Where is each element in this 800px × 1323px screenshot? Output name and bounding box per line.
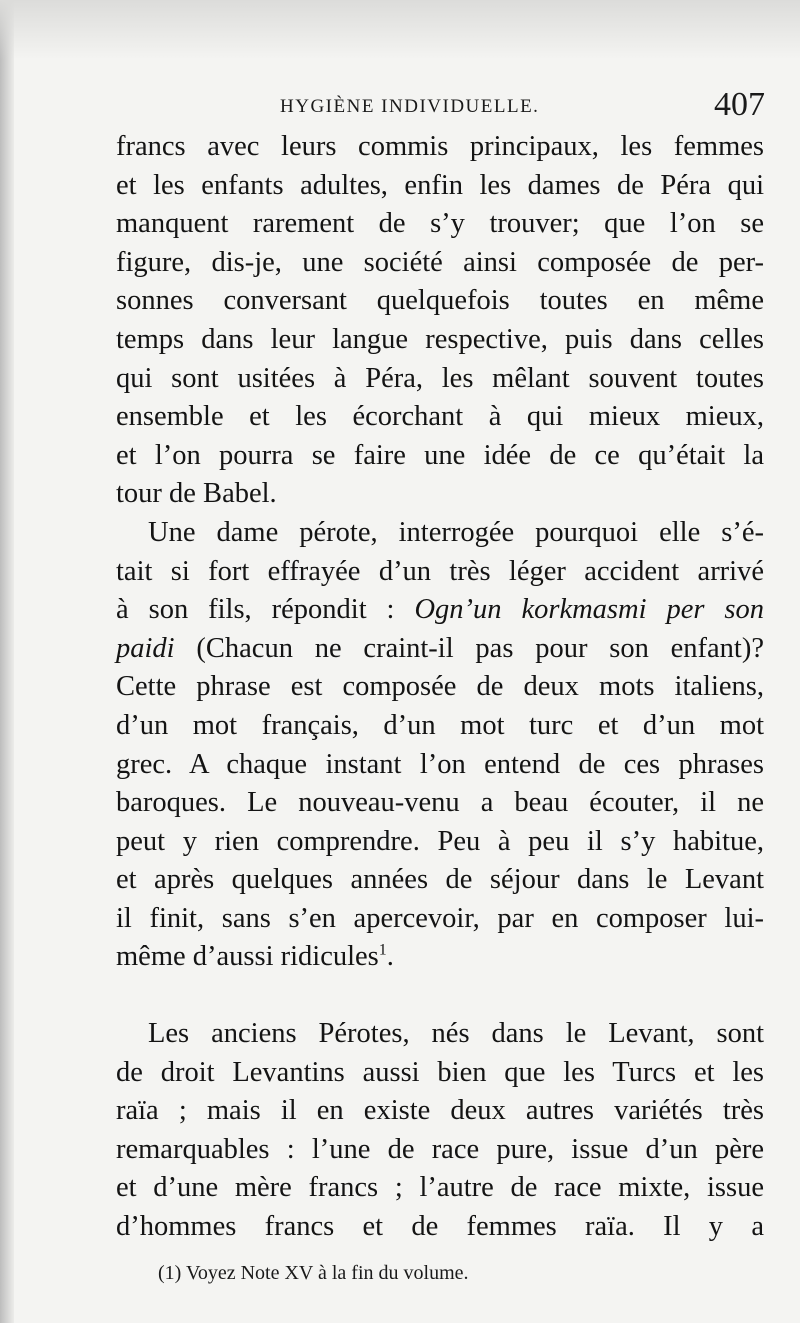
- text-line: grec. A chaque instant l’on entend de ces phrases: [116, 748, 764, 780]
- paragraph-gap: [116, 977, 764, 1015]
- text-line: et les enfants adultes, enfin les dames de Péra qui: [116, 169, 764, 201]
- text-line: et après quelques années de séjour dans le Levant: [116, 864, 764, 896]
- text-line: figure, dis-je, une société ainsi composée de per-: [116, 246, 764, 278]
- text-line: [116, 630, 764, 669]
- text-line: peut y rien comprendre. Peu à peu il s’y habitue,: [116, 825, 764, 857]
- text-line: et l’on pourra se faire une idée de ce qu’était la: [116, 439, 764, 471]
- text-line: ensemble et les écorchant à qui mieux mieux,: [116, 401, 764, 433]
- text-segment: même d’aussi ridicules: [116, 941, 379, 973]
- text-line: il finit, sans s’en apercevoir, par en composer lui-: [116, 902, 764, 934]
- text-line: [116, 938, 764, 977]
- text-line: raïa ; mais il en existe deux autres variétés très: [116, 1095, 764, 1127]
- text-line: tait si fort effrayée d’un très léger accident arrivé: [116, 555, 764, 587]
- running-head: [110, 86, 765, 132]
- text-segment: à son fils, répondit :: [116, 594, 415, 626]
- text-segment: .: [386, 941, 394, 973]
- text-line: temps dans leur langue respective, puis dans celles: [116, 323, 764, 355]
- text-line: qui sont usitées à Péra, les mêlant souvent toutes: [116, 362, 764, 394]
- italic-phrase: paidi: [116, 632, 175, 664]
- text-segment: (Chacun ne craint-il pas pour son enfant)?: [174, 632, 764, 664]
- text-line: sonnes conversant quelquefois toutes en même: [116, 285, 764, 317]
- body-text: [116, 128, 764, 1247]
- footnote-reference: 1: [378, 941, 387, 959]
- footnote: (1) Voyez Note XV à la fin du volume.: [158, 1262, 469, 1284]
- italic-phrase: Ogn’un korkmasmi per son: [414, 594, 765, 626]
- text-line: et d’une mère francs ; l’autre de race mixte, issue: [116, 1172, 764, 1204]
- text-line: [116, 591, 764, 630]
- text-line: baroques. Le nouveau-venu a beau écouter, il ne: [116, 787, 764, 819]
- text-line: tour de Babel.: [116, 478, 277, 510]
- text-line: d’hommes francs et de femmes raïa. Il y a: [116, 1211, 764, 1243]
- text-line: francs avec leurs commis principaux, les femmes: [116, 131, 764, 162]
- running-title: HYGIÈNE INDIVIDUELLE.: [280, 96, 540, 117]
- text-line: Une dame pérote, interrogée pourquoi elle s’é-: [148, 516, 764, 548]
- text-line: manquent rarement de s’y trouver; que l’on se: [116, 208, 764, 240]
- page-gutter-shadow: [0, 0, 14, 1323]
- text-line: Les anciens Pérotes, nés dans le Levant, sont: [148, 1018, 764, 1050]
- page-top-shadow: [0, 0, 800, 60]
- page-number: 407: [714, 86, 765, 123]
- text-line: Cette phrase est composée de deux mots italiens,: [116, 671, 764, 703]
- text-line: d’un mot français, d’un mot turc et d’un mot: [116, 709, 764, 741]
- text-line: de droit Levantins aussi bien que les Turcs et les: [116, 1056, 764, 1088]
- text-line: remarquables : l’une de race pure, issue d’un père: [116, 1133, 764, 1165]
